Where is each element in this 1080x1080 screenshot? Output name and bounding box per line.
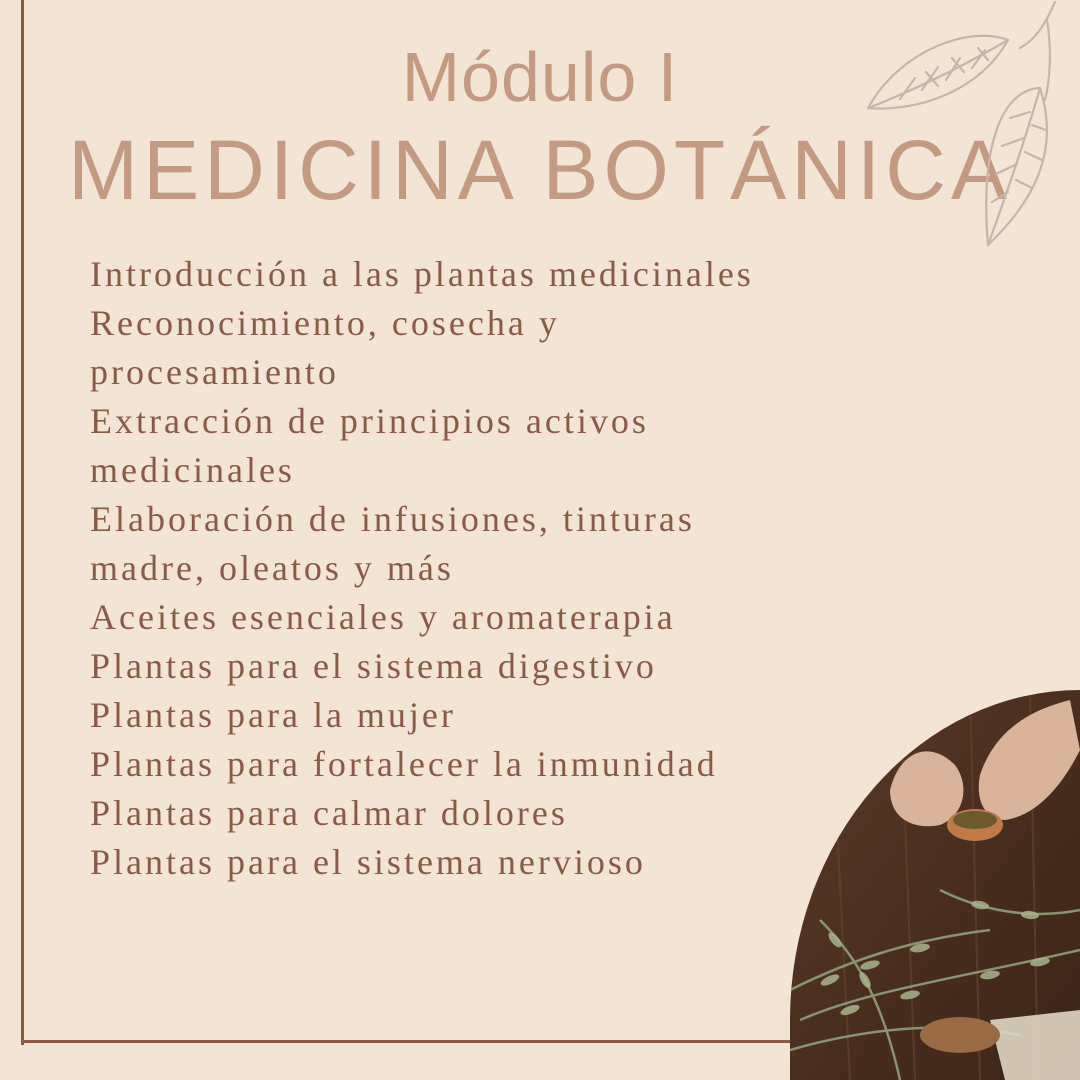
list-item: Extracción de principios activos medicinales: [90, 401, 649, 490]
frame-bottom-border: [21, 1040, 801, 1043]
leaf-branch-icon: [860, 0, 1060, 255]
module-subtitle: Módulo I: [401, 38, 679, 116]
list-item: Plantas para fortalecer la inmunidad: [90, 744, 718, 784]
list-item: Elaboración de infusiones, tinturas madre, oleatos y más: [90, 499, 695, 588]
list-item: Plantas para el sistema nervioso: [90, 842, 646, 882]
list-item: Reconocimiento, cosecha y procesamiento: [90, 303, 560, 392]
list-item: Plantas para el sistema digestivo: [90, 646, 657, 686]
module-title: MEDICINA BOTÁNICA: [68, 123, 1012, 217]
list-item: Plantas para calmar dolores: [90, 793, 568, 833]
list-item: Plantas para la mujer: [90, 695, 456, 735]
list-item: Introducción a las plantas medicinales: [90, 254, 754, 294]
topics-list: [90, 250, 810, 887]
list-item: Aceites esenciales y aromaterapia: [90, 597, 676, 637]
herbal-photo: [790, 690, 1080, 1080]
